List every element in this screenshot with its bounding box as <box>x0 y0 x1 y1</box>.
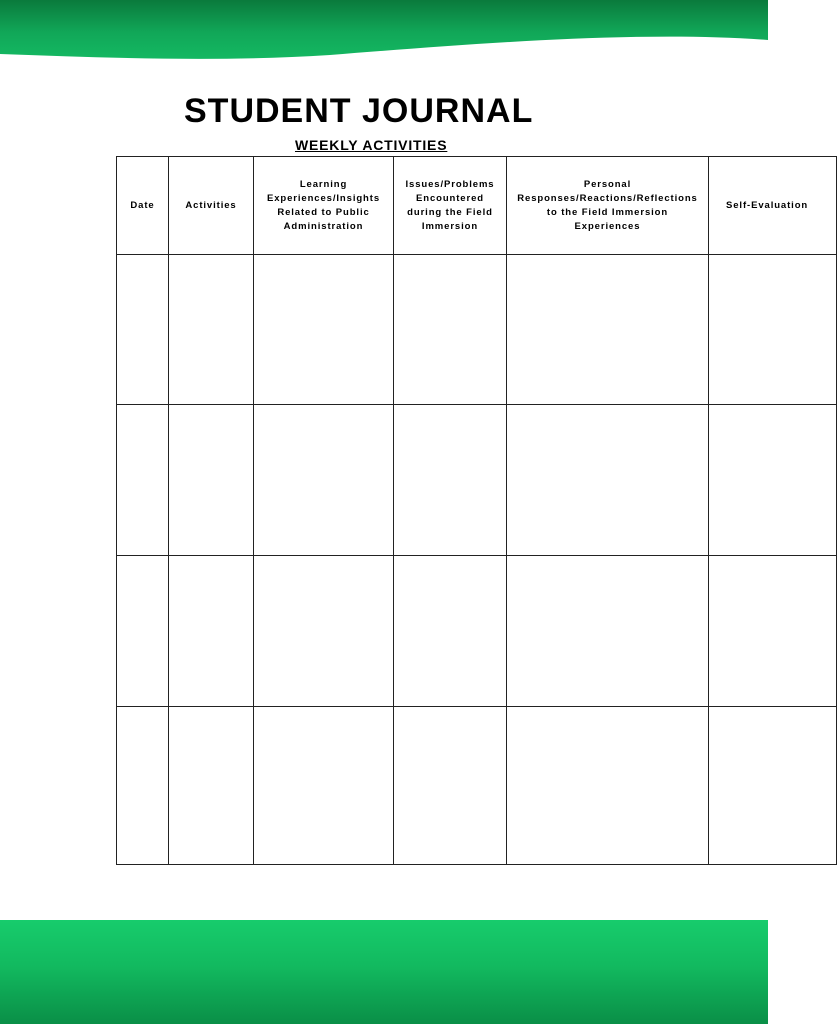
cell-activities[interactable] <box>169 255 254 405</box>
cell-issues-problems[interactable] <box>394 556 507 707</box>
cell-self-evaluation[interactable] <box>709 707 837 865</box>
cell-activities[interactable] <box>169 405 254 556</box>
cell-learning-experiences[interactable] <box>254 556 394 707</box>
cell-activities[interactable] <box>169 556 254 707</box>
cell-date[interactable] <box>117 707 169 865</box>
column-header-self-evaluation: Self-Evaluation <box>709 157 837 255</box>
column-header-activities: Activities <box>169 157 254 255</box>
cell-personal-responses[interactable] <box>507 707 709 865</box>
cell-issues-problems[interactable] <box>394 255 507 405</box>
bottom-green-banner <box>0 920 768 1024</box>
cell-personal-responses[interactable] <box>507 255 709 405</box>
page-title: STUDENT JOURNAL <box>184 92 534 130</box>
cell-personal-responses[interactable] <box>507 405 709 556</box>
cell-learning-experiences[interactable] <box>254 255 394 405</box>
page-subtitle: WEEKLY ACTIVITIES <box>295 137 448 153</box>
cell-self-evaluation[interactable] <box>709 405 837 556</box>
table-header-row <box>117 157 837 255</box>
cell-date[interactable] <box>117 405 169 556</box>
column-header-personal-responses: Personal Responses/Reactions/Reflections to the Field Immersion Experiences <box>507 157 709 255</box>
cell-date[interactable] <box>117 255 169 405</box>
weekly-activities-table <box>116 156 837 865</box>
table-row <box>117 255 837 405</box>
cell-learning-experiences[interactable] <box>254 707 394 865</box>
column-header-learning-experiences: Learning Experiences/Insights Related to Public Administration <box>254 157 394 255</box>
column-header-date: Date <box>117 157 169 255</box>
cell-date[interactable] <box>117 556 169 707</box>
table-row <box>117 556 837 707</box>
cell-issues-problems[interactable] <box>394 707 507 865</box>
cell-self-evaluation[interactable] <box>709 255 837 405</box>
table-row <box>117 405 837 556</box>
top-green-banner <box>0 0 768 70</box>
top-banner-wave-shape <box>0 0 768 70</box>
cell-self-evaluation[interactable] <box>709 556 837 707</box>
column-header-issues-problems: Issues/Problems Encountered during the Field Immersion <box>394 157 507 255</box>
cell-issues-problems[interactable] <box>394 405 507 556</box>
cell-learning-experiences[interactable] <box>254 405 394 556</box>
cell-personal-responses[interactable] <box>507 556 709 707</box>
table-row <box>117 707 837 865</box>
cell-activities[interactable] <box>169 707 254 865</box>
